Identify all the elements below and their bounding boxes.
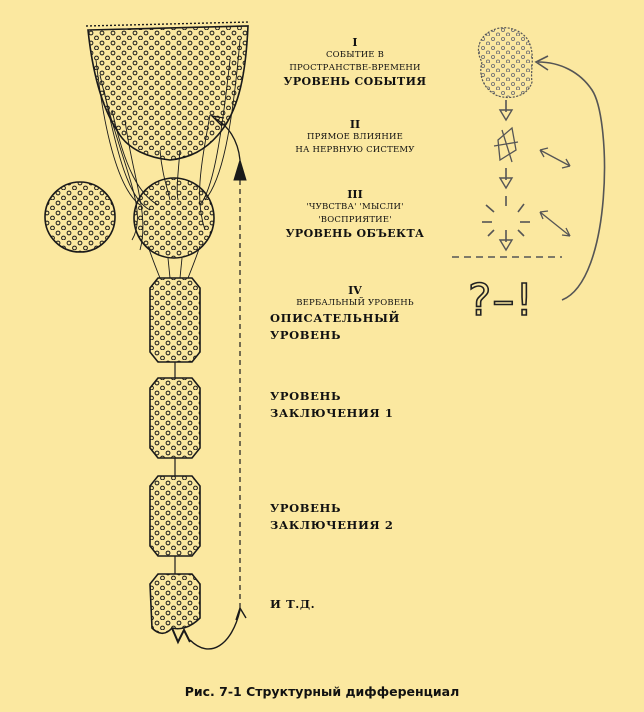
label-level-4 — [270, 284, 440, 310]
descriptive-line-2: УРОВЕНЬ — [270, 328, 342, 342]
level-3-line-3: УРОВЕНЬ ОБЪЕКТА — [285, 227, 425, 240]
label-plate-descriptive — [150, 278, 200, 362]
right-sketch — [452, 28, 604, 300]
label-etc: И Т.Д. — [270, 597, 316, 611]
level-1-line-2: ПРОСТРАНСТВЕ-ВРЕМЕНИ — [289, 63, 421, 73]
event-parabola — [86, 22, 250, 160]
level-3-line-2: 'ВОСПРИЯТИЕ' — [318, 215, 392, 225]
level-1-line-3: УРОВЕНЬ СОБЫТИЯ — [283, 75, 427, 88]
label-level-2 — [270, 118, 440, 157]
sketch-feedback-arrow — [538, 62, 604, 300]
level-3-line-1: 'ЧУВСТВА' 'МЫСЛИ' — [306, 202, 404, 212]
figure-caption: Рис. 7-1 Структурный дифференциал — [184, 684, 460, 699]
level-2-numeral: II — [349, 118, 361, 131]
label-level-3 — [270, 188, 440, 240]
level-2-line-1: ПРЯМОЕ ВЛИЯНИЕ — [306, 132, 404, 142]
level-4-numeral: IV — [348, 284, 362, 297]
label-plate-inference-1 — [150, 378, 200, 458]
sketch-side-arrows — [540, 148, 570, 236]
object-disc — [134, 178, 214, 258]
animal-object-disc — [45, 182, 115, 252]
level-1-numeral: I — [352, 36, 358, 49]
descriptive-line-1: ОПИСАТЕЛЬНЫЙ — [270, 311, 400, 325]
level-1-line-1: СОБЫТИЕ В — [325, 50, 385, 60]
question-exclamation-symbol: ?–! — [468, 275, 534, 326]
inference-1-line-2: ЗАКЛЮЧЕНИЯ 1 — [270, 406, 394, 420]
label-inference-1 — [270, 388, 393, 422]
sketch-nerve-symbol — [494, 128, 518, 162]
label-plate-etc — [150, 574, 200, 642]
label-inference-2 — [270, 500, 393, 534]
level-3-numeral: III — [347, 188, 363, 201]
label-plate-inference-2 — [150, 476, 200, 556]
label-level-1 — [270, 36, 440, 88]
level-2-line-2: НА НЕРВНУЮ СИСТЕМУ — [295, 145, 415, 155]
level-4-line-1: ВЕРБАЛЬНЫЙ УРОВЕНЬ — [296, 298, 414, 308]
inference-1-line-1: УРОВЕНЬ — [270, 389, 342, 403]
label-descriptive-level — [270, 310, 400, 344]
sketch-event-blob — [478, 28, 532, 98]
inference-2-line-2: ЗАКЛЮЧЕНИЯ 2 — [270, 518, 394, 532]
inference-2-line-1: УРОВЕНЬ — [270, 501, 342, 515]
